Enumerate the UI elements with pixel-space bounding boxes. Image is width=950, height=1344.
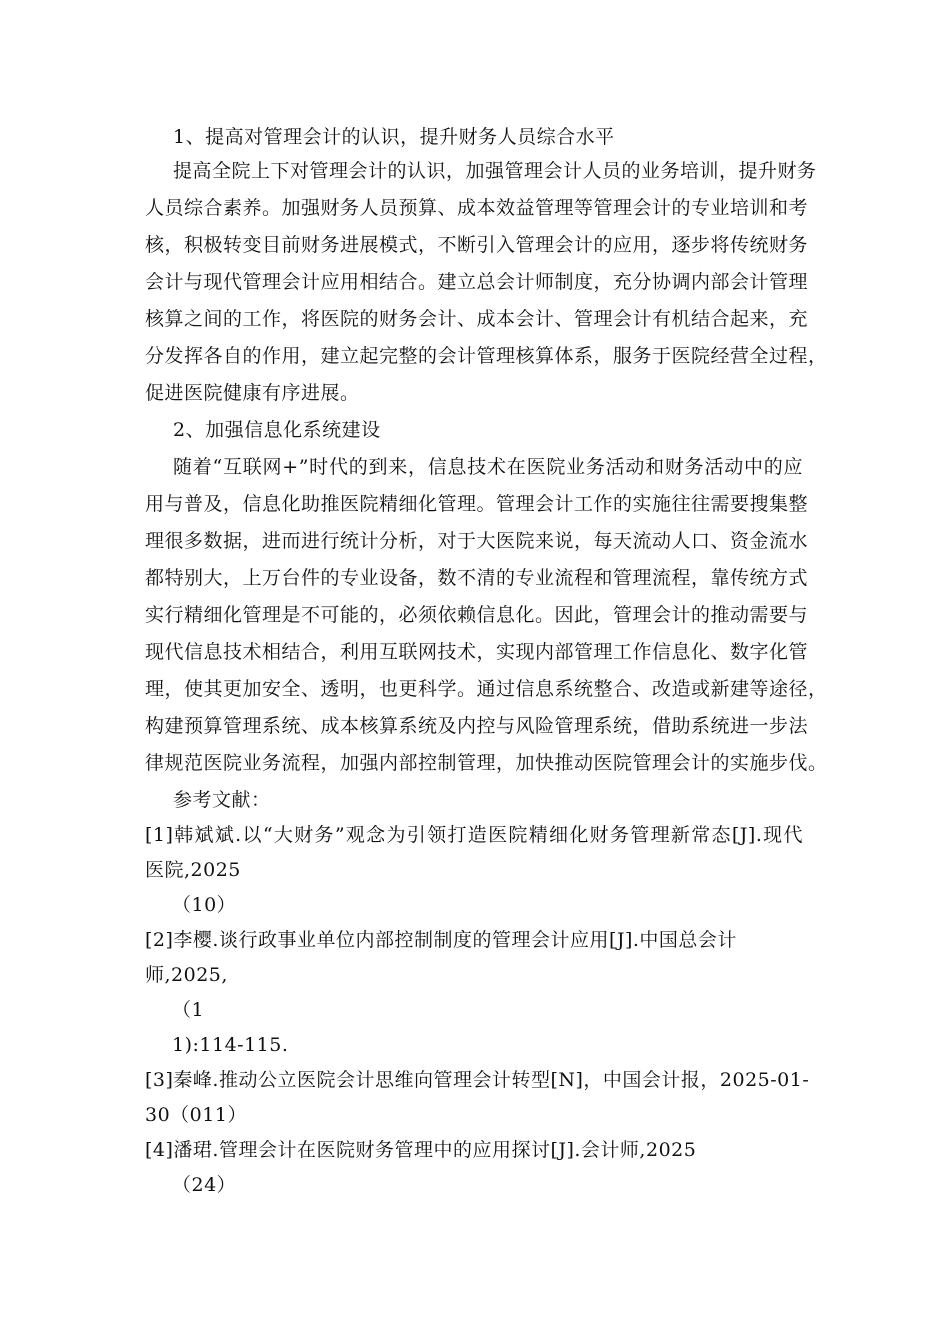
reference-1-line-2: 医院,2025 — [145, 859, 241, 881]
section1-line-3: 核，积极转变目前财务进展模式，不断引入管理会计的应用，逐步将传统财务 — [145, 234, 809, 256]
section2-line-2: 用与普及，信息化助推医院精细化管理。管理会计工作的实施往往需要搜集整 — [145, 493, 809, 515]
reference-2-line-3: （1 — [172, 999, 205, 1021]
section2-line-9: 律规范医院业务流程，加强内部控制管理，加快推动医院管理会计的实施步伐。 — [145, 752, 828, 774]
reference-3-line-2: 30（011） — [145, 1104, 247, 1126]
section2-line-8: 构建预算管理系统、成本核算系统及内控与风险管理系统，借助系统进一步法 — [145, 715, 809, 737]
reference-2-line-1: [2]李樱.谈行政事业单位内部控制制度的管理会计应用[J].中国总会计 — [145, 929, 737, 951]
section1-line-4: 会计与现代管理会计应用相结合。建立总会计师制度，充分协调内部会计管理 — [145, 271, 809, 293]
section2-line-6: 现代信息技术相结合，利用互联网技术，实现内部管理工作信息化、数字化管 — [145, 641, 809, 663]
section2-heading: 2、加强信息化系统建设 — [173, 419, 381, 441]
section1-line-1: 提高全院上下对管理会计的认识，加强管理会计人员的业务培训，提升财务 — [173, 160, 817, 182]
section1-line-2: 人员综合素养。加强财务人员预算、成本效益管理等管理会计的专业培训和考 — [145, 197, 809, 219]
reference-4-line-1: [4]潘珺.管理会计在医院财务管理中的应用探讨[J].会计师,2025 — [145, 1139, 697, 1161]
section1-line-7: 促进医院健康有序进展。 — [145, 382, 360, 404]
section2-line-1: 随着“互联网+”时代的到来，信息技术在医院业务活动和财务活动中的应 — [173, 456, 803, 478]
section2-line-7: 理，使其更加安全、透明，也更科学。通过信息系统整合、改造或新建等途径， — [145, 678, 828, 700]
references-heading: 参考文献： — [173, 789, 271, 811]
section1-line-6: 分发挥各自的作用，建立起完整的会计管理核算体系，服务于医院经营全过程， — [145, 345, 828, 367]
reference-1-line-1: [1]韩斌斌.以“大财务”观念为引领打造医院精细化财务管理新常态[J].现代 — [145, 824, 803, 846]
section2-line-3: 理很多数据，进而进行统计分析，对于大医院来说，每天流动人口、资金流水 — [145, 530, 809, 552]
section1-line-5: 核算之间的工作，将医院的财务会计、成本会计、管理会计有机结合起来，充 — [145, 308, 809, 330]
section2-line-4: 都特别大，上万台件的专业设备，数不清的专业流程和管理流程，靠传统方式 — [145, 567, 809, 589]
reference-3-line-1: [3]秦峰.推动公立医院会计思维向管理会计转型[N]，中国会计报，2025-01- — [145, 1069, 810, 1091]
reference-2-line-2: 师,2025, — [145, 964, 228, 986]
reference-1-line-3: （10） — [172, 894, 237, 916]
reference-4-line-2: （24） — [172, 1174, 237, 1196]
section2-line-5: 实行精细化管理是不可能的，必须依赖信息化。因此，管理会计的推动需要与 — [145, 604, 809, 626]
section1-heading: 1、提高对管理会计的认识，提升财务人员综合水平 — [173, 126, 615, 148]
reference-2-line-4: 1):114-115. — [172, 1034, 289, 1056]
